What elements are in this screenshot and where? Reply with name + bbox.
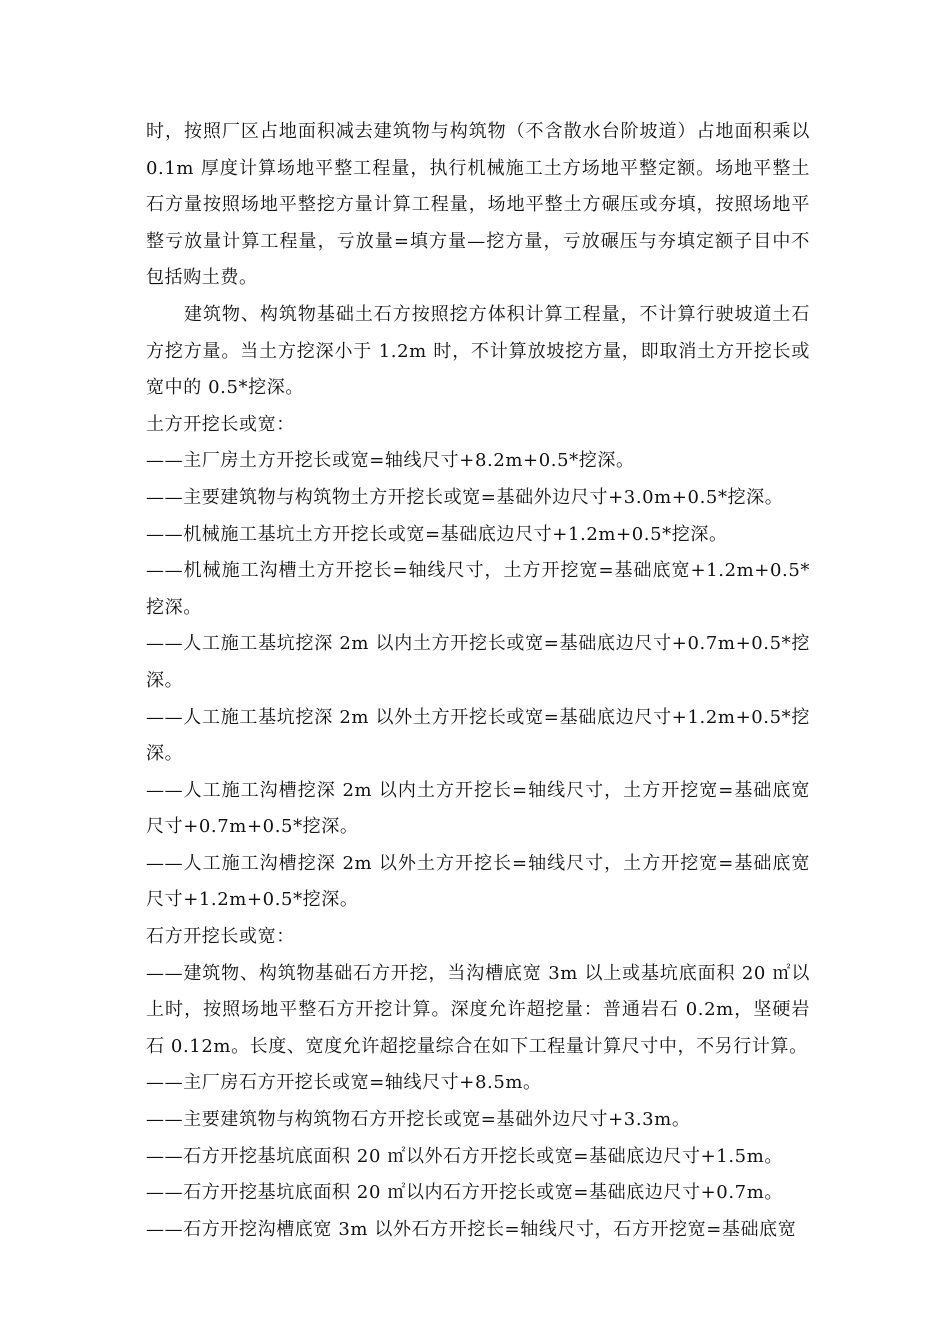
list-item: ——机械施工沟槽土方开挖长=轴线尺寸，土方开挖宽=基础底宽+1.2m+0.5*挖深。 bbox=[146, 560, 810, 618]
paragraph-site-leveling: 时，按照厂区占地面积减去建筑物与构筑物（不含散水台阶坡道）占地面积乘以0.1m 厚度计算场地平整工程量，执行机械施工土方场地平整定额。场地平整土石方量按照场地平整挖方量计算工程量，场地平整土方碾压或夯填，按照场地平整亏放量计算工程量，亏放量=填方量—挖方量，亏放碾压与夯填定额子目中不包括购土费。 bbox=[146, 121, 810, 289]
paragraph-foundation-earthwork: 建筑物、构筑物基础土石方按照挖方体积计算工程量，不计算行驶坡道土石方挖方量。当土方挖深小于 1.2m 时，不计算放坡挖方量，即取消土方开挖长或宽中的 0.5*挖深。 bbox=[146, 303, 810, 399]
list-item: ——主要建筑物与构筑物石方开挖长或宽=基础外边尺寸+3.3m。 bbox=[146, 1109, 691, 1131]
list-item: ——人工施工基坑挖深 2m 以内土方开挖长或宽=基础底边尺寸+0.7m+0.5*挖深。 bbox=[146, 633, 810, 691]
list-item: ——人工施工沟槽挖深 2m 以内土方开挖长=轴线尺寸，土方开挖宽=基础底宽尺寸+0.7m+0.5*挖深。 bbox=[146, 779, 810, 838]
list-item: ——主厂房土方开挖长或宽=轴线尺寸+8.2m+0.5*挖深。 bbox=[146, 450, 635, 472]
list-item: ——人工施工沟槽挖深 2m 以外土方开挖长=轴线尺寸，土方开挖宽=基础底宽尺寸+1.2m+0.5*挖深。 bbox=[146, 852, 810, 911]
list-item: ——主厂房石方开挖长或宽=轴线尺寸+8.5m。 bbox=[146, 1072, 542, 1094]
heading-earth-excavation: 土方开挖长或宽： bbox=[146, 413, 295, 435]
list-item: ——主要建筑物与构筑物土方开挖长或宽=基础外边尺寸+3.0m+0.5*挖深。 bbox=[146, 486, 784, 508]
document-body bbox=[146, 114, 810, 1248]
list-item: ——人工施工基坑挖深 2m 以外土方开挖长或宽=基础底边尺寸+1.2m+0.5*挖深。 bbox=[146, 706, 810, 765]
list-item: ——建筑物、构筑物基础石方开挖，当沟槽底宽 3m 以上或基坑底面积 20 ㎡以上时，按照场地平整石方开挖计算。深度允许超挖量：普通岩石 0.2m，坚硬岩石 0.12m。长度、宽度允许超挖量综合在如下工程量计算尺寸中，不另行计算。 bbox=[146, 962, 810, 1057]
list-item: ——石方开挖基坑底面积 20 ㎡以内石方开挖长或宽=基础底边尺寸+0.7m。 bbox=[146, 1182, 784, 1204]
list-item: ——石方开挖沟槽底宽 3m 以外石方开挖长=轴线尺寸，石方开挖宽=基础底宽 bbox=[146, 1218, 797, 1240]
list-item: ——机械施工基坑土方开挖长或宽=基础底边尺寸+1.2m+0.5*挖深。 bbox=[146, 523, 728, 545]
heading-rock-excavation: 石方开挖长或宽： bbox=[146, 926, 295, 948]
list-item: ——石方开挖基坑底面积 20 ㎡以外石方开挖长或宽=基础底边尺寸+1.5m。 bbox=[146, 1145, 784, 1167]
